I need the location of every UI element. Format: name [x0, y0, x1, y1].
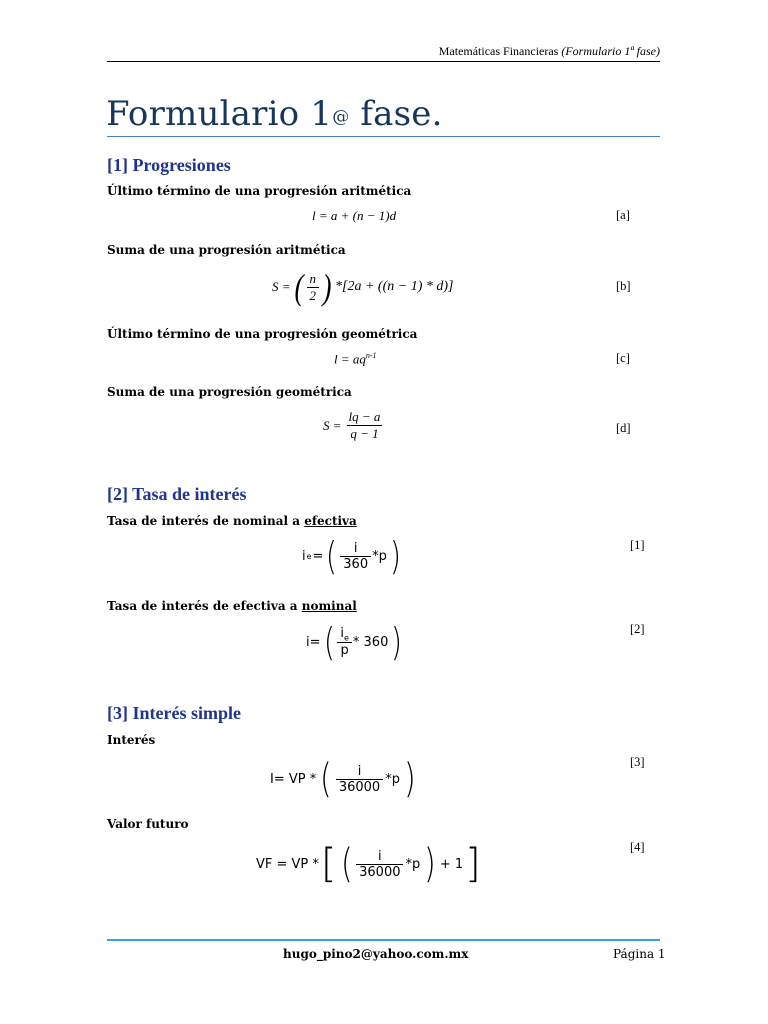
- item-label-b: Suma de una progresión aritmética: [107, 243, 346, 257]
- item-label-2: Tasa de interés de efectiva a nominal: [107, 599, 357, 613]
- header-title: Matemáticas Financieras: [438, 44, 559, 58]
- item-label-3: Interés: [107, 733, 156, 747]
- formula-a: l = a + (n − 1)d: [312, 208, 397, 223]
- item-label-1: Tasa de interés de nominal a efectiva: [107, 514, 357, 528]
- item-label-4: Valor futuro: [107, 817, 189, 831]
- formula-tag-3: [3]: [630, 755, 645, 769]
- formula-tag-d: [d]: [616, 421, 631, 435]
- formula-tag-b: [b]: [616, 279, 631, 293]
- formula-tag-4: [4]: [630, 840, 645, 854]
- page-title: Formulario 1@ fase.: [106, 94, 443, 134]
- formula-c: $l = aq^{n-1}$: [334, 351, 377, 367]
- formula-2: i= ( $\frac{i_e}{p}$ * 360 ): [306, 620, 403, 664]
- footer-divider: [107, 939, 660, 941]
- item-label-c: Último término de una progresión geométrica: [107, 327, 418, 341]
- formula-d: S = $\frac{lq - a}{q - 1}$: [323, 409, 381, 441]
- item-label-d: Suma de una progresión geométrica: [107, 385, 352, 399]
- page-number: Página 1: [613, 947, 666, 961]
- footer-email: hugo_pino2@yahoo.com.mx: [283, 947, 469, 961]
- formula-1: i e = ( $\frac{i}{360}$ *p ): [302, 534, 401, 578]
- item-label-a: Último término de una progresión aritmética: [107, 184, 412, 198]
- formula-tag-1: [1]: [630, 538, 645, 552]
- running-header: [439, 44, 660, 59]
- section-heading-tasa: [2] Tasa de interés: [107, 484, 247, 504]
- section-heading-interes-simple: [3] Interés simple: [107, 703, 241, 723]
- formula-4: VF = VP * [ ( $\frac{i}{36000}$ *p ) + 1 ]: [256, 841, 481, 887]
- formula-b: S = ( $\frac{n}{2}$ ) *[2a + ((n − 1) * d)]: [272, 267, 454, 307]
- formula-tag-a: [a]: [616, 208, 630, 222]
- formula-tag-c: [c]: [616, 351, 630, 365]
- section-heading-progresiones: [1] Progresiones: [107, 155, 231, 175]
- formula-3: I= VP * ( $\frac{i}{36000}$ *p ): [270, 756, 416, 802]
- formula-tag-2: [2]: [630, 622, 645, 636]
- header-divider: [107, 61, 660, 62]
- title-underline: [107, 136, 660, 137]
- header-subtitle: (Formulario 1ª fase): [561, 44, 660, 58]
